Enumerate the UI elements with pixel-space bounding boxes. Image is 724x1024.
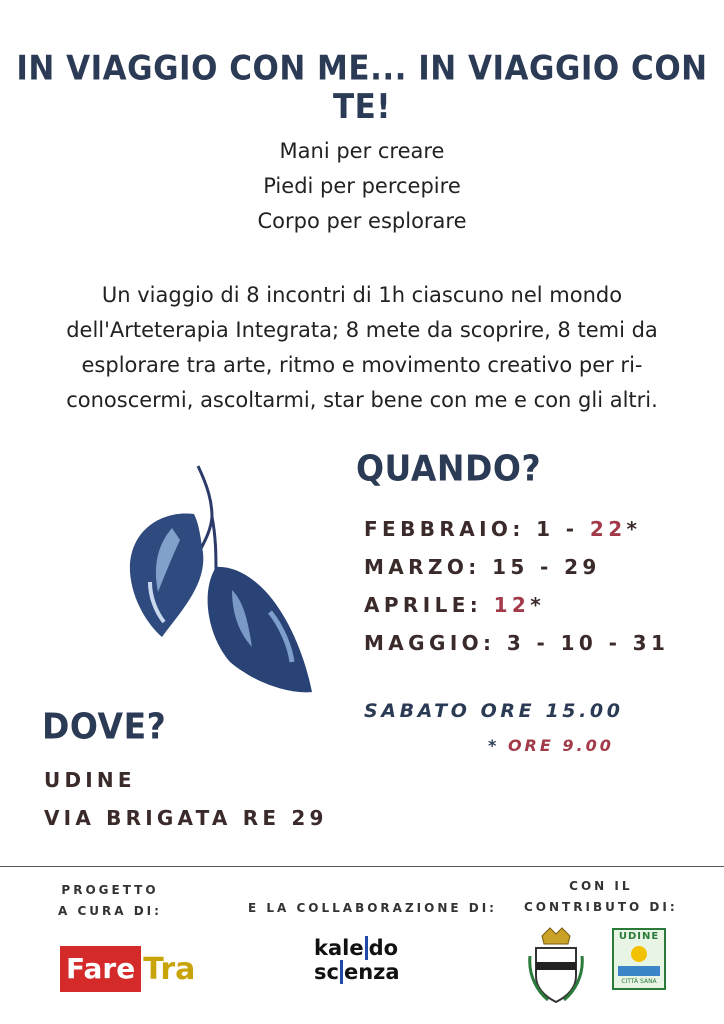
description: Un viaggio di 8 incontri di 1h ciascuno nel mondo dell'Arteterapia Integrata; 8 mete da scoprire, 8 temi da esplorare tra arte, ritmo e movimento creativo per ri-conoscermi, ascoltarmi, star bene con me e con gli altri. (66, 283, 658, 412)
when-heading: QUANDO? (356, 447, 542, 490)
date-row-march (364, 548, 669, 586)
waves-icon (618, 966, 660, 976)
asterisk: * (488, 736, 500, 755)
sun-icon (631, 946, 647, 962)
time-alt-value: ORE 9.00 (507, 736, 614, 755)
day-highlight: 12 (493, 593, 531, 617)
where-heading: DOVE? (42, 705, 167, 748)
day-values: 1 - (536, 517, 579, 541)
date-row-february (364, 510, 669, 548)
kaleidoscienza-logo: kale do sc enza (314, 936, 400, 984)
date-row-may (364, 624, 669, 662)
day-values: 3 - 10 - 31 (506, 631, 670, 655)
page-title: IN VIAGGIO CON ME... IN VIAGGIO CON TE! (16, 49, 708, 127)
day-highlight: 22 (589, 517, 627, 541)
footer-divider (0, 866, 724, 867)
month-label: MARZO: (364, 555, 481, 579)
month-label: FEBBRAIO: (364, 517, 525, 541)
dates-list (364, 510, 669, 662)
intro-line: Piedi per percepire (263, 174, 461, 198)
address: VIA BRIGATA RE 29 (44, 806, 328, 830)
month-label: MAGGIO: (364, 631, 496, 655)
day-values: 15 - 29 (492, 555, 601, 579)
asterisk: * (530, 593, 546, 617)
collab-label: E LA COLLABORAZIONE DI: (248, 901, 497, 915)
intro-lines (0, 134, 724, 239)
udine-coat-of-arms-icon (528, 926, 584, 1004)
time-main: SABATO ORE 15.00 (364, 700, 624, 722)
month-label: APRILE: (364, 593, 483, 617)
asterisk: * (626, 517, 642, 541)
project-label: PROGETTO A CURA DI: (58, 883, 162, 918)
time-alt (488, 736, 614, 755)
udine-citta-sana-logo: UDINE CITTÀ SANA (612, 928, 666, 990)
intro-line: Corpo per esplorare (257, 209, 467, 233)
intro-line: Mani per creare (279, 139, 445, 163)
faretra-logo: Fare Tra (60, 946, 195, 992)
contrib-label: CON IL CONTRIBUTO DI: (524, 879, 678, 914)
date-row-april (364, 586, 669, 624)
leaves-illustration (120, 462, 320, 697)
city: UDINE (44, 768, 136, 792)
